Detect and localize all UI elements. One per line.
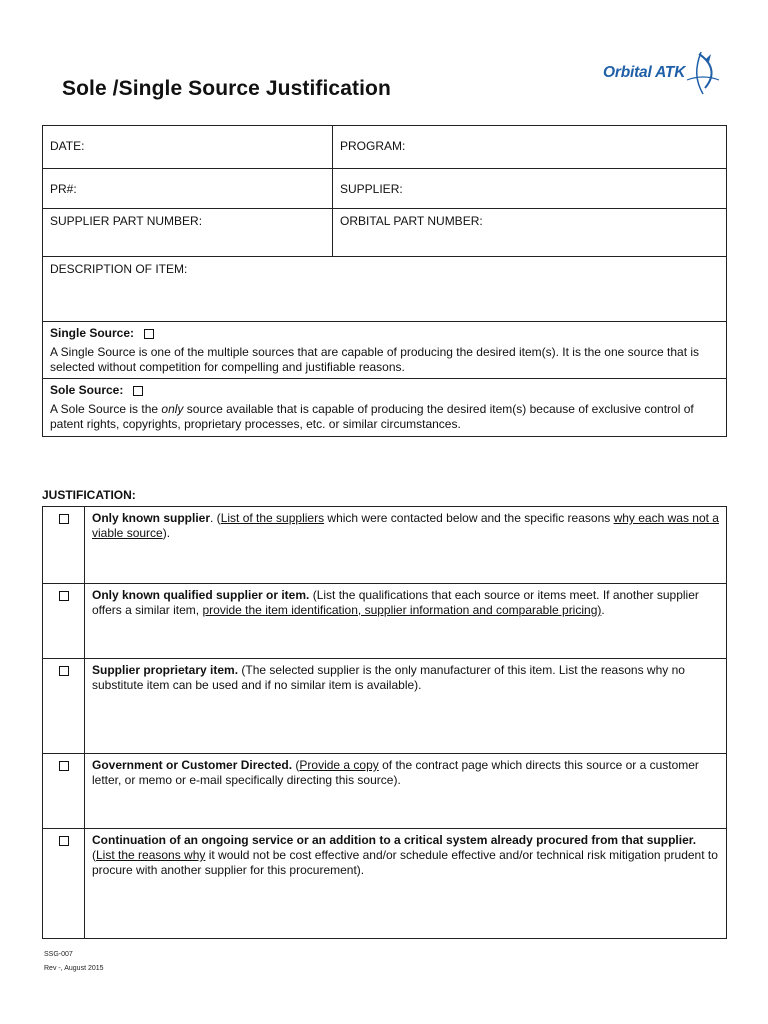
description-label: DESCRIPTION OF ITEM: (50, 262, 188, 276)
government-directed-text: Government or Customer Directed. (Provide a copy of the contract page which directs this source or a customer letter, or memo or e-mail specifically directing this source). (85, 754, 727, 829)
justification-row (43, 754, 727, 829)
supplier-part-number-field[interactable] (43, 209, 333, 257)
form-id: SSG-007 (44, 951, 73, 958)
sole-source-description: A Sole Source is the only source available that is capable of producing the desired item(s) because of exclusive control of patent rights, copyrights, proprietary processes, etc. or similar circumstances. (50, 402, 694, 431)
sole-source-checkbox[interactable] (133, 386, 143, 396)
page-title: Sole /Single Source Justification (62, 77, 391, 100)
orbital-atk-logo (603, 50, 723, 98)
single-source-checkbox[interactable] (144, 329, 154, 339)
single-source-description: A Single Source is one of the multiple sources that are capable of producing the desired item(s). It is the one source that is selected without competition for compelling and justifiable reasons. (50, 345, 700, 374)
supplier-proprietary-text: Supplier proprietary item. (The selected supplier is the only manufacturer of this item. List the reasons why no substitute item can be used and if no similar item is available). (85, 659, 727, 754)
justification-table (42, 506, 727, 939)
date-field[interactable] (43, 126, 333, 169)
only-known-qualified-checkbox[interactable] (59, 591, 69, 601)
single-source-label: Single Source: (50, 326, 135, 340)
continuation-service-checkbox[interactable] (59, 836, 69, 846)
supplier-label: SUPPLIER: (340, 182, 403, 196)
justification-heading: JUSTIFICATION: (42, 488, 136, 502)
program-field[interactable] (333, 126, 727, 169)
sole-source-label: Sole Source: (50, 383, 124, 397)
justification-row (43, 659, 727, 754)
government-directed-checkbox[interactable] (59, 761, 69, 771)
single-source-section (43, 322, 727, 379)
sole-source-section (43, 379, 727, 437)
item-info-table (42, 125, 727, 437)
description-field[interactable] (43, 257, 727, 322)
only-known-qualified-text: Only known qualified supplier or item. (List the qualifications that each source or items meet. If another supplier offers a similar item, provide the item identification, supplier information and comparable pricing). (85, 584, 727, 659)
orbital-part-label: ORBITAL PART NUMBER: (340, 214, 483, 228)
pr-label: PR#: (50, 182, 77, 196)
form-revision: Rev -, August 2015 (44, 965, 104, 972)
only-known-supplier-checkbox[interactable] (59, 514, 69, 524)
justification-row (43, 829, 727, 939)
justification-row (43, 584, 727, 659)
supplier-proprietary-checkbox[interactable] (59, 666, 69, 676)
logo-text: Orbital ATK (603, 64, 686, 81)
supplier-part-label: SUPPLIER PART NUMBER: (50, 214, 203, 228)
justification-row (43, 507, 727, 584)
logo-swoosh-icon (681, 50, 723, 98)
date-label: DATE: (50, 139, 85, 153)
pr-number-field[interactable] (43, 169, 333, 209)
only-known-supplier-text: Only known supplier. (List of the suppliers which were contacted below and the specific reasons why each was not a viable source). (85, 507, 727, 584)
orbital-part-number-field[interactable] (333, 209, 727, 257)
program-label: PROGRAM: (340, 139, 406, 153)
continuation-service-text: Continuation of an ongoing service or an addition to a critical system already procured from that supplier. (List the reasons why it would not be cost effective and/or schedule effective and/or technical risk mitigation prudent to procure with another supplier for this procurement). (85, 829, 727, 939)
supplier-field[interactable] (333, 169, 727, 209)
